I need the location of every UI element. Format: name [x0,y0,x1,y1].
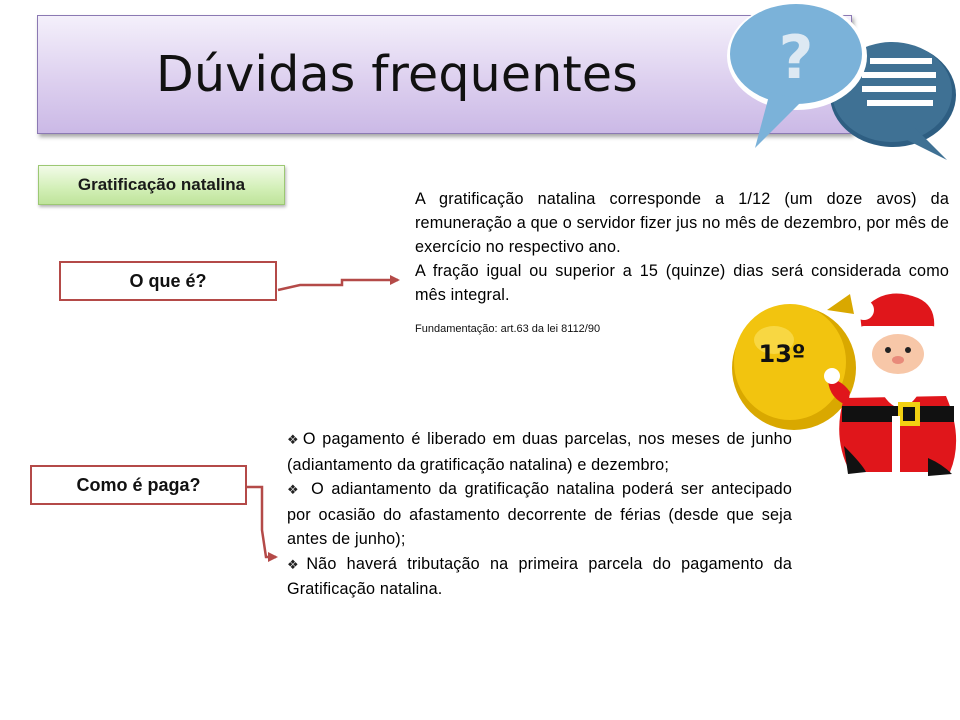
arrow-to-answer-2 [247,487,276,557]
answer-how-paid [287,427,792,602]
gift-sack-icon [732,294,856,430]
section-label: Gratificação natalina [38,165,285,205]
page-title: Dúvidas frequentes [156,46,638,103]
answer-bullet: ❖ O adiantamento da gratificação natalina poderá ser antecipado por ocasião do afastamento decorrente de férias (desde que seja antes de junho); [287,480,792,548]
question-how-paid: Como é paga? [30,465,247,505]
question-what-is: O que é? [59,261,277,301]
answer-bullet: ❖ Não haverá tributação na primeira parcela do pagamento da Gratificação natalina. [287,554,792,598]
santa-claus-illustration [732,288,960,476]
diamond-bullet-icon: ❖ [287,482,302,497]
diamond-bullet-icon: ❖ [287,432,301,447]
legal-basis: Fundamentação: art.63 da lei 8112/90 [415,323,601,335]
speech-bubbles-icon [725,0,960,165]
svg-text:?: ? [778,23,814,93]
answer-paragraph: A fração igual ou superior a 15 (quinze) dias será considerada como mês integral. [415,262,949,304]
answer-bullet: ❖ O pagamento é liberado em duas parcelas, nos meses de junho (adiantamento da gratificação natalina) e dezembro; [287,430,792,474]
thirteenth-salary-badge: 13º [758,340,806,368]
arrow-to-answer-1 [278,280,398,290]
diamond-bullet-icon: ❖ [287,556,305,572]
answer-paragraph: A gratificação natalina corresponde a 1/12 (um doze avos) da remuneração a que o servidor fizer jus no mês de dezembro, por mês de exercício no respectivo ano. [415,190,949,256]
